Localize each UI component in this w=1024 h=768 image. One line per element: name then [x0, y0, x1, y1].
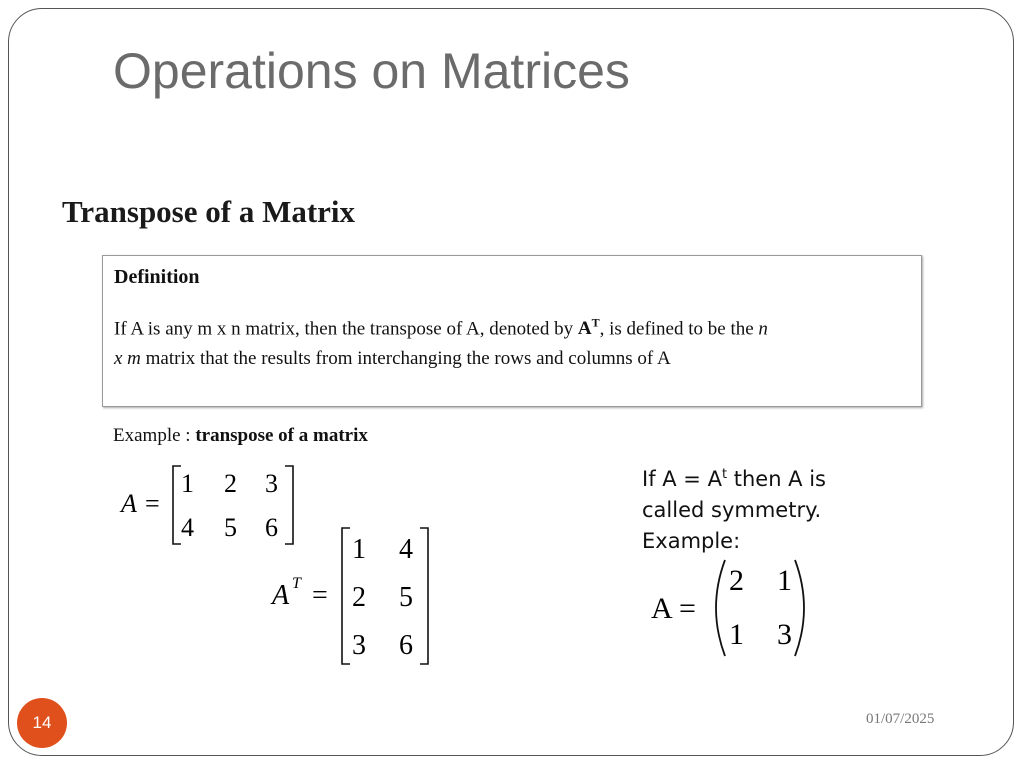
matrix-at-cell: 2 — [352, 582, 366, 613]
definition-line1-pre: If A is any m x n matrix, then the transpose of A, denoted by — [114, 318, 578, 340]
transpose-notation: $A^T$ — [577, 316, 600, 340]
matrix-at-cell: 5 — [399, 582, 413, 613]
section-subtitle: Transpose of a Matrix — [62, 194, 356, 229]
symmetric-matrix-label: A — [651, 592, 673, 625]
matrix-a-cell: 2 — [224, 469, 237, 498]
symmetric-matrix-cell: 1 — [777, 564, 792, 597]
symmetric-matrix-eq: = — [679, 592, 696, 625]
matrix-a-cell: 5 — [224, 513, 237, 542]
symmetric-matrix-left-paren — [716, 560, 725, 656]
matrix-at-left-bracket — [342, 528, 350, 664]
matrix-a-label: A — [121, 489, 137, 518]
slide-number-badge: 14 — [17, 698, 67, 748]
symmetric-matrix-right-paren — [795, 560, 804, 656]
matrix-a-eq: = — [145, 489, 160, 518]
symmetry-text — [642, 459, 826, 557]
matrix-at-cell: 4 — [399, 534, 413, 565]
matrix-at — [266, 522, 446, 670]
matrix-at-label: A — [272, 580, 290, 611]
example-bold: transpose of a matrix — [195, 425, 368, 446]
matrix-a-cell: 4 — [181, 513, 194, 542]
matrix-a-cell: 3 — [265, 469, 278, 498]
definition-heading: Definition — [114, 266, 200, 288]
symmetry-line2: called symmetry. — [642, 498, 822, 522]
matrix-a-cell: 6 — [265, 513, 278, 542]
symmetric-matrix-cell: 3 — [777, 618, 792, 651]
definition-text — [114, 308, 914, 374]
definition-line1-post: , is defined to be the — [599, 318, 759, 340]
matrix-at-right-bracket — [420, 528, 428, 664]
definition-xm: x m — [114, 348, 141, 370]
matrix-at-cell: 1 — [352, 534, 366, 565]
symmetry-line1: If $A = A^t$ then A is — [642, 467, 827, 491]
matrix-at-sup: T — [292, 575, 301, 592]
matrix-a-left-bracket — [173, 466, 181, 544]
matrix-a-cell: 1 — [181, 469, 194, 498]
matrix-at-eq: = — [312, 580, 328, 611]
slide-title: Operations on Matrices — [113, 43, 630, 99]
example-label: Example : transpose of a matrix — [113, 425, 368, 446]
symmetry-line3: Example: — [642, 529, 741, 553]
matrix-at-cell: 3 — [352, 630, 366, 661]
definition-n: n — [758, 318, 768, 340]
definition-line2-rest: matrix that the results from interchanging the rows and columns of A — [140, 348, 671, 370]
symmetric-matrix-cell: 2 — [729, 564, 744, 597]
slide-date: 01/07/2025 — [866, 711, 935, 727]
symmetric-matrix — [645, 556, 825, 660]
symmetric-matrix-cell: 1 — [729, 618, 744, 651]
matrix-at-cell: 6 — [399, 630, 413, 661]
definition-box — [102, 255, 922, 407]
